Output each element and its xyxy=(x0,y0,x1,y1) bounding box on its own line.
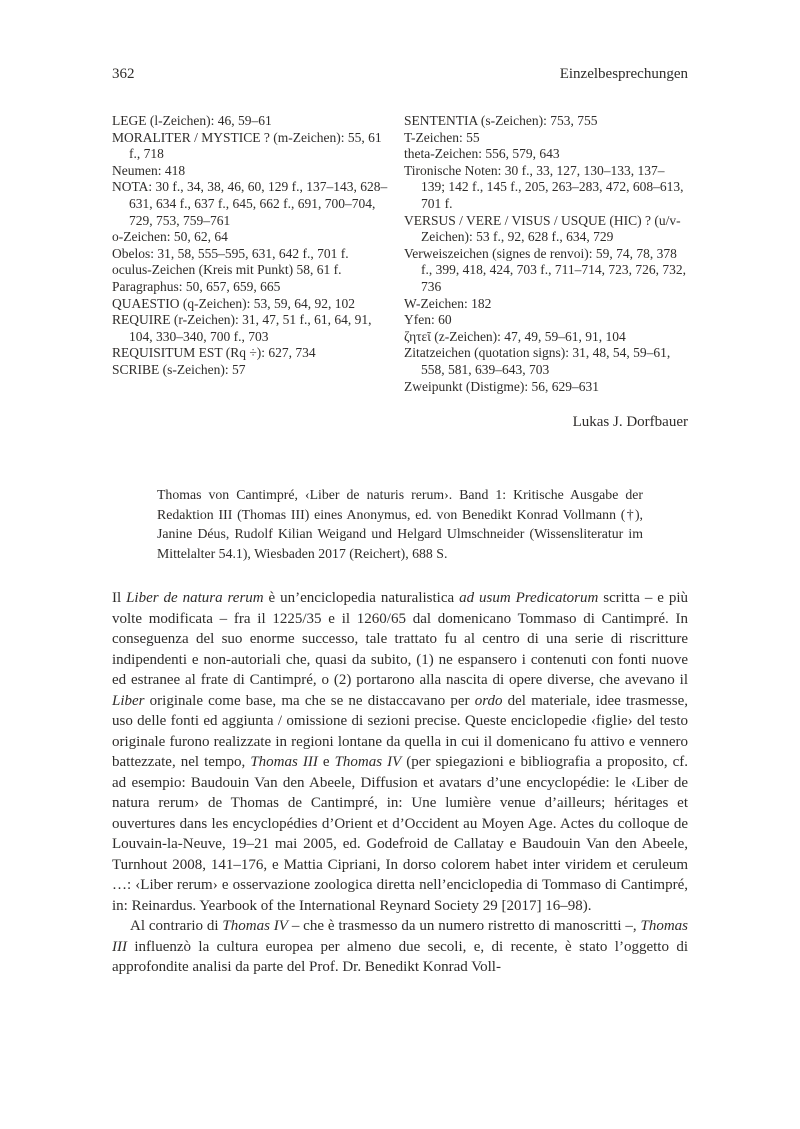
body-paragraph xyxy=(112,588,688,916)
italic-text-run: Thomas III xyxy=(250,754,318,771)
italic-text-run: Thomas IV xyxy=(222,918,288,935)
index-entry: o-Zeichen: 50, 62, 64 xyxy=(112,229,228,245)
text-run: Il xyxy=(112,590,127,607)
index-entry: Verweiszeichen (signes de renvoi): 59, 74, 78, 378 f., 399, 418, 424, 703 f., 711–714, 723, 726, 732, 736 xyxy=(404,245,686,294)
index-entry: NOTA: 30 f., 34, 38, 46, 60, 129 f., 137–143, 628–631, 634 f., 637 f., 645, 662 f., 691, 700–704, 729, 753, 759–761 xyxy=(112,179,388,228)
index-entry: Tironische Noten: 30 f., 33, 127, 130–133, 137–139; 142 f., 145 f., 205, 263–283, 472, 608–613, 701 f. xyxy=(404,162,684,211)
index-section xyxy=(112,113,688,395)
text-run: (per spiegazioni e bibliografia a proposito, cf. ad esempio: Baudouin Van den Abeele, Diffusion et avatars d’une encyclopédie: le ‹Liber de natura rerum› de Thomas de Cantimpré, in: Une lumière venue d’ailleurs; héritages et ouvertures dans les encyclopédies d’Orient et d’Occident au Moyen Age. Actes du colloque de Louvain-la-Neuve, 19–21 mai 2005, ed. Godefroid de Callatay e Baudouin Van den Abeele, Turnhout 2008, 141–176, e Mattia Cipriani, In dorso colorem habet inter viridem et ceruleum …: ‹Liber rerum› e osservazione zoologica diretta nell’enciclopedia di Tommaso di Cantimpré, in: Reinardus. Yearbook of the International Reynard Society 29 [2017] 16–98). xyxy=(112,754,689,914)
text-run: Al contrario di xyxy=(130,918,223,935)
index-entry: ζητεῖ (z-Zeichen): 47, 49, 59–61, 91, 104 xyxy=(404,328,626,344)
text-run: – che è trasmesso da un numero ristretto di manoscritti –, xyxy=(287,918,641,935)
running-title: Einzelbesprechungen xyxy=(559,66,688,82)
italic-text-run: ordo xyxy=(474,692,503,709)
italic-text-run: Liber de natura rerum xyxy=(126,590,264,607)
index-entry: Obelos: 31, 58, 555–595, 631, 642 f., 701 f. xyxy=(112,245,349,261)
index-column-left xyxy=(112,113,392,395)
index-column-right xyxy=(404,113,688,395)
index-entry: MORALITER / MYSTICE ? (m-Zeichen): 55, 61 f., 718 xyxy=(112,129,382,162)
italic-text-run: Thomas IV xyxy=(334,754,402,771)
review-body xyxy=(112,588,688,978)
text-run: del materiale, idee trasmesse, uso delle fonti ed aggiunta / omissione di sezioni precise. Queste enciclopedie ‹figlie› del testo originale furono realizzate in regioni lontane da quella in cui il domenicano fu attivo e vennero battezzate, nel tempo, xyxy=(112,692,689,771)
page-number: 362 xyxy=(112,66,135,82)
index-entry: Zweipunkt (Distigme): 56, 629–631 xyxy=(404,378,599,394)
text-run: influenzò la cultura europea per almeno due secoli, e, di recente, è stato l’oggetto di approfondite analisi da parte del Prof. Dr. Benedikt Konrad Voll- xyxy=(112,938,688,976)
index-entry: SENTENTIA (s-Zeichen): 753, 755 xyxy=(404,113,598,128)
text-run: originale come base, ma che se ne distaccavano per xyxy=(144,692,475,709)
index-entry: Neumen: 418 xyxy=(112,162,186,178)
index-entry: Yfen: 60 xyxy=(404,312,452,328)
index-entry: SCRIBE (s-Zeichen): 57 xyxy=(112,361,246,377)
text-run: scritta – e più volte modificata – fra il 1225/35 e il 1260/65 dal domenicano Tommaso di Cantimpré. In conseguenza del suo enorme successo, tale trattato fu al centro di una serie di riscritture indipendenti e non-autoriali che, quasi da subito, (1) ne espansero i contenuti con fonti nuove ed estranee al frate di Cantimpré, o (2) portarono alla nascita di opere diverse, che avevano il xyxy=(112,590,689,689)
index-entry: Zitatzeichen (quotation signs): 31, 48, 54, 59–61, 558, 581, 639–643, 703 xyxy=(404,345,671,377)
italic-text-run: Thomas III xyxy=(112,918,689,955)
running-header xyxy=(112,66,688,83)
index-entry: REQUIRE (r-Zeichen): 31, 47, 51 f., 61, 64, 91, 104, 330–340, 700 f., 703 xyxy=(112,312,372,344)
text-run: è un’enciclopedia naturalistica xyxy=(263,590,460,607)
text-run: e xyxy=(317,754,335,771)
index-entry: W-Zeichen: 182 xyxy=(404,295,492,311)
index-entry: REQUISITUM EST (Rq ÷): 627, 734 xyxy=(112,345,316,361)
review-author-signature: Lukas J. Dorfbauer xyxy=(572,414,688,431)
italic-text-run: Liber xyxy=(112,692,145,709)
bibliographic-heading: Thomas von Cantimpré, ‹Liber de naturis rerum›. Band 1: Kritische Ausgabe der Redaktion III (Thomas III) eines Anonymus, ed. von Benedikt Konrad Vollmann (†), Janine Déus, Rudolf Kilian Weigand und Helgard Ulmschneider (Wissensliteratur im Mittelalter 54.1), Wiesbaden 2017 (Reichert), 688 S. xyxy=(157,487,643,561)
index-entry: T-Zeichen: 55 xyxy=(404,129,480,145)
index-entry: Paragraphus: 50, 657, 659, 665 xyxy=(112,278,281,294)
body-paragraph xyxy=(112,916,688,978)
index-entry: theta-Zeichen: 556, 579, 643 xyxy=(404,146,560,162)
index-entry: LEGE (l-Zeichen): 46, 59–61 xyxy=(112,113,272,128)
italic-text-run: ad usum Predicatorum xyxy=(459,590,599,607)
index-entry: VERSUS / VERE / VISUS / USQUE (HIC) ? (u/v-Zeichen): 53 f., 92, 628 f., 634, 729 xyxy=(404,212,681,245)
index-entry: oculus-Zeichen (Kreis mit Punkt) 58, 61 f. xyxy=(112,262,342,278)
index-entry: QUAESTIO (q-Zeichen): 53, 59, 64, 92, 102 xyxy=(112,295,355,311)
